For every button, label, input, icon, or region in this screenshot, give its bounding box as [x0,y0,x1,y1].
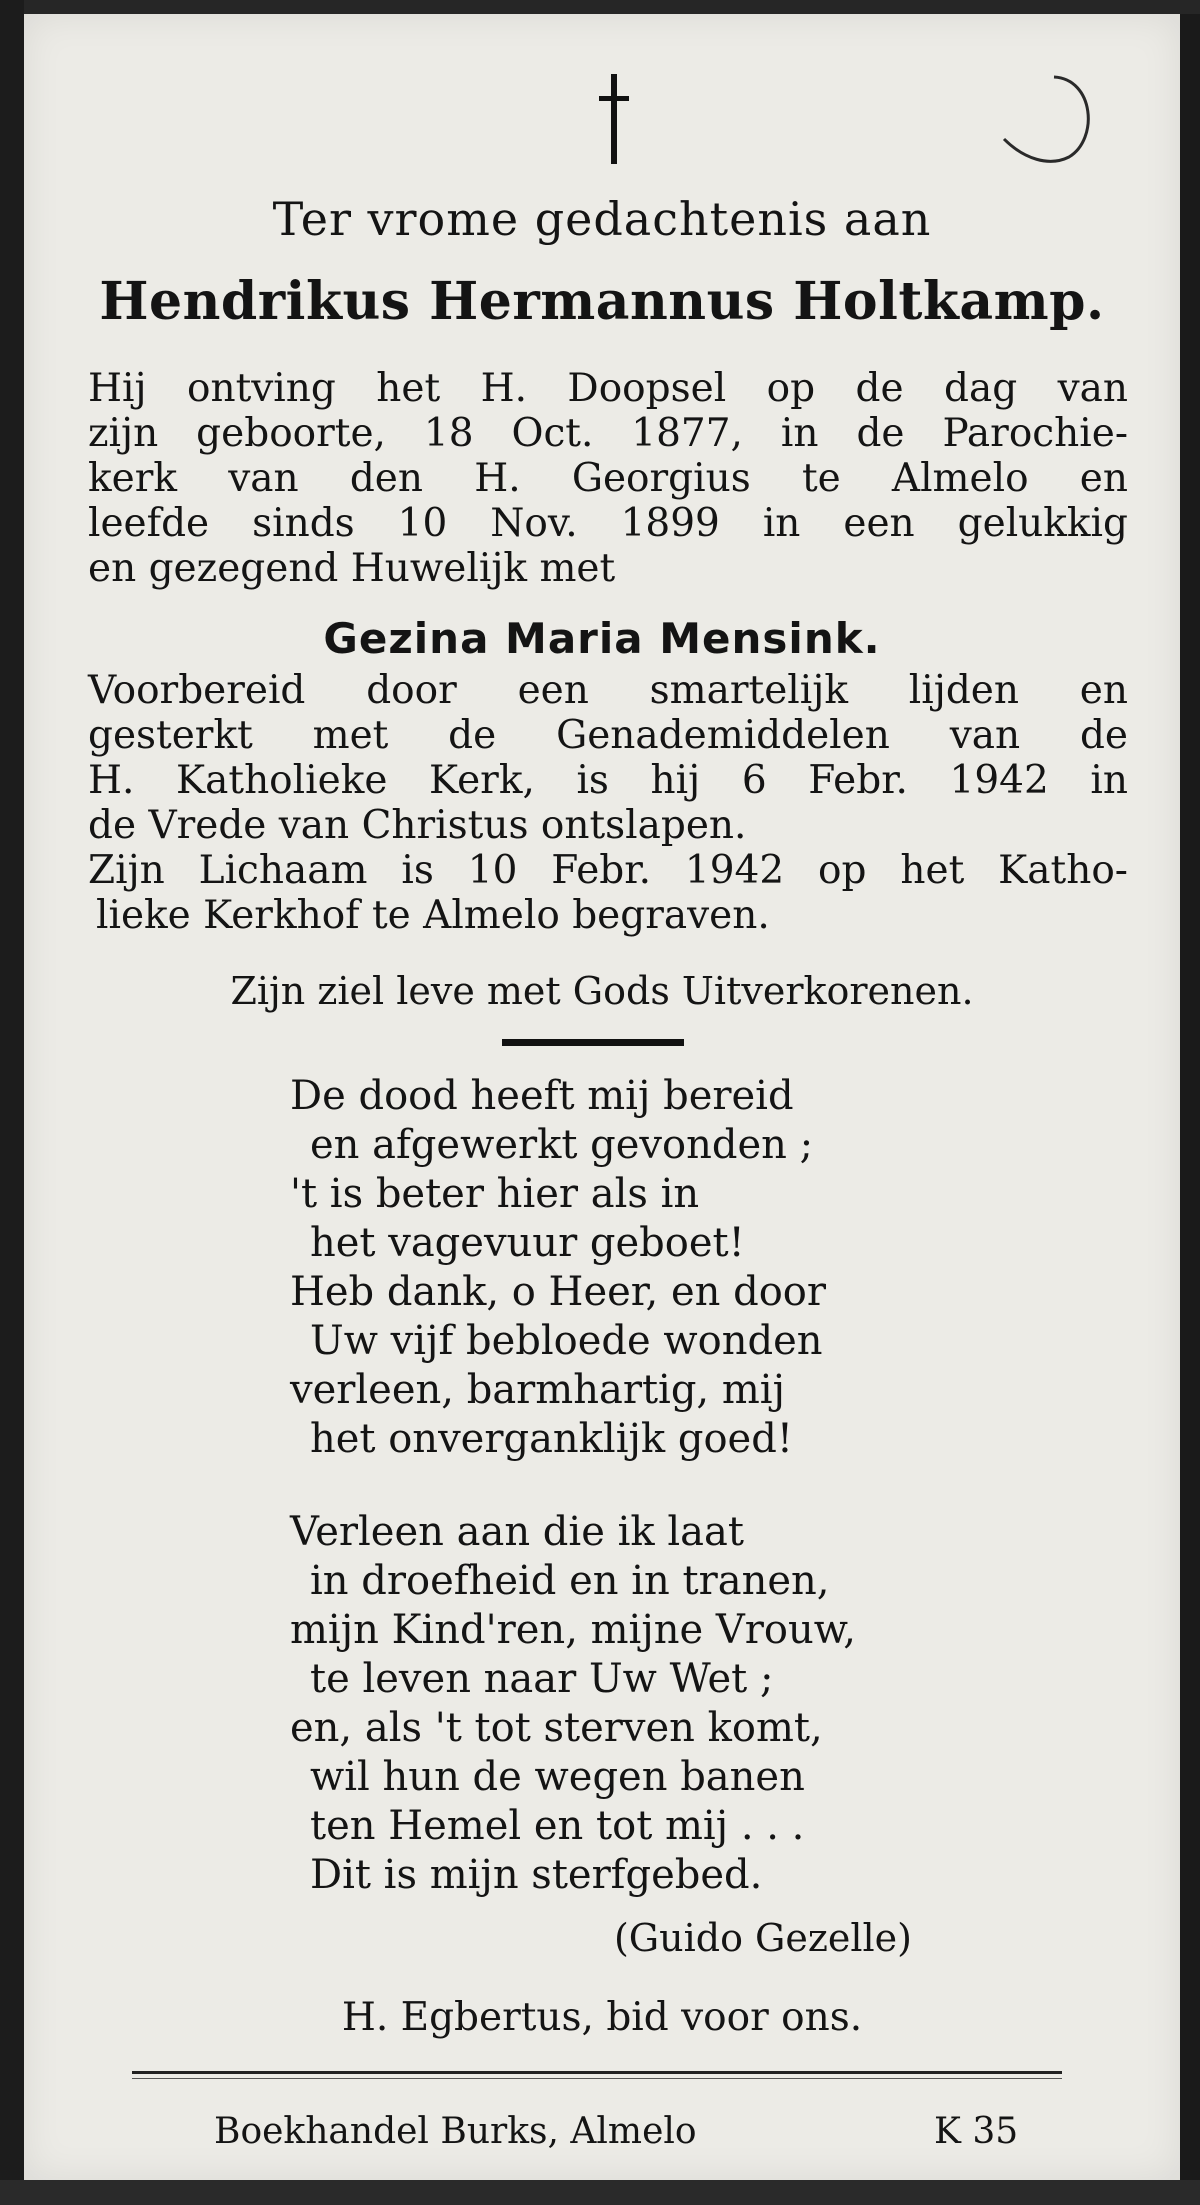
poem-line: Heb dank, o Heer, en door [290,1269,826,1315]
poem-line: en afgewerkt gevonden ; [310,1122,814,1168]
text-line: H. Katholieke Kerk, is hij 6 Febr. 1942 in [88,758,1128,803]
text-line: kerk van den H. Georgius te Almelo en [88,456,1128,501]
poem-line: De dood heeft mij bereid [290,1073,794,1119]
footer-rule-thin [132,2078,1062,2079]
poem-line: verleen, barmhartig, mij [290,1367,785,1413]
prayer-line: H. Egbertus, bid voor ons. [341,1995,863,2040]
scan-edge-top [0,0,1200,14]
baptism-paragraph [88,366,1128,591]
printer-imprint: Boekhandel Burks, Almelo [214,2111,697,2152]
spouse-name: Gezina Maria Mensink. [323,614,881,663]
poem-line: en, als 't tot sterven komt, [290,1705,823,1751]
closing-line: Zijn ziel leve met Gods Uitverkorenen. [230,969,974,1013]
poem-line: te leven naar Uw Wet ; [310,1656,774,1702]
scan-edge-left [0,0,24,2205]
poem-line: Verleen aan die ik laat [290,1509,744,1555]
heading: Ter vrome gedachtenis aan [272,192,932,246]
cross-icon [584,74,644,174]
poem-line: in droefheid en in tranen, [310,1558,830,1604]
text-line: de Vrede van Christus ontslapen. [88,803,747,848]
text-line: Zijn Lichaam is 10 Febr. 1942 op het Katho- [88,848,1128,893]
poem-stanza-1 [290,1072,826,1464]
death-paragraph [88,668,1128,938]
text-line: leefde sinds 10 Nov. 1899 in een gelukkig [88,501,1128,546]
pencil-mark-icon [999,69,1109,173]
text-line: Voorbereid door een smartelijk lijden en [88,668,1128,713]
text-line: en gezegend Huwelijk met [88,546,616,591]
text-line: lieke Kerkhof te Almelo begraven. [96,893,770,938]
poem-author: (Guido Gezelle) [613,1916,912,1960]
text-line: gesterkt met de Genademiddelen van de [88,713,1128,758]
text-line: zijn geboorte, 18 Oct. 1877, in de Parochie- [88,411,1128,456]
footer-rule [132,2071,1062,2074]
poem-line: het onverganklijk goed! [310,1416,793,1462]
poem-line: 't is beter hier als in [290,1171,700,1217]
deceased-name: Hendrikus Hermannus Holtkamp. [99,271,1105,332]
poem-line: Dit is mijn sterfgebed. [310,1852,763,1898]
memorial-card [24,14,1180,2180]
divider-rule [502,1039,684,1046]
text-line: Hij ontving het H. Doopsel op de dag van [88,366,1128,411]
poem-line: ten Hemel en tot mij . . . [310,1803,805,1849]
scan-edge-bottom [0,2180,1200,2205]
poem-stanza-2 [290,1508,856,1900]
poem-line: het vagevuur geboet! [310,1220,745,1266]
card-code: K 35 [934,2111,1019,2152]
poem-line: Uw vijf bebloede wonden [310,1318,823,1364]
poem-line: wil hun de wegen banen [310,1754,805,1800]
poem-line: mijn Kind'ren, mijne Vrouw, [290,1607,856,1653]
